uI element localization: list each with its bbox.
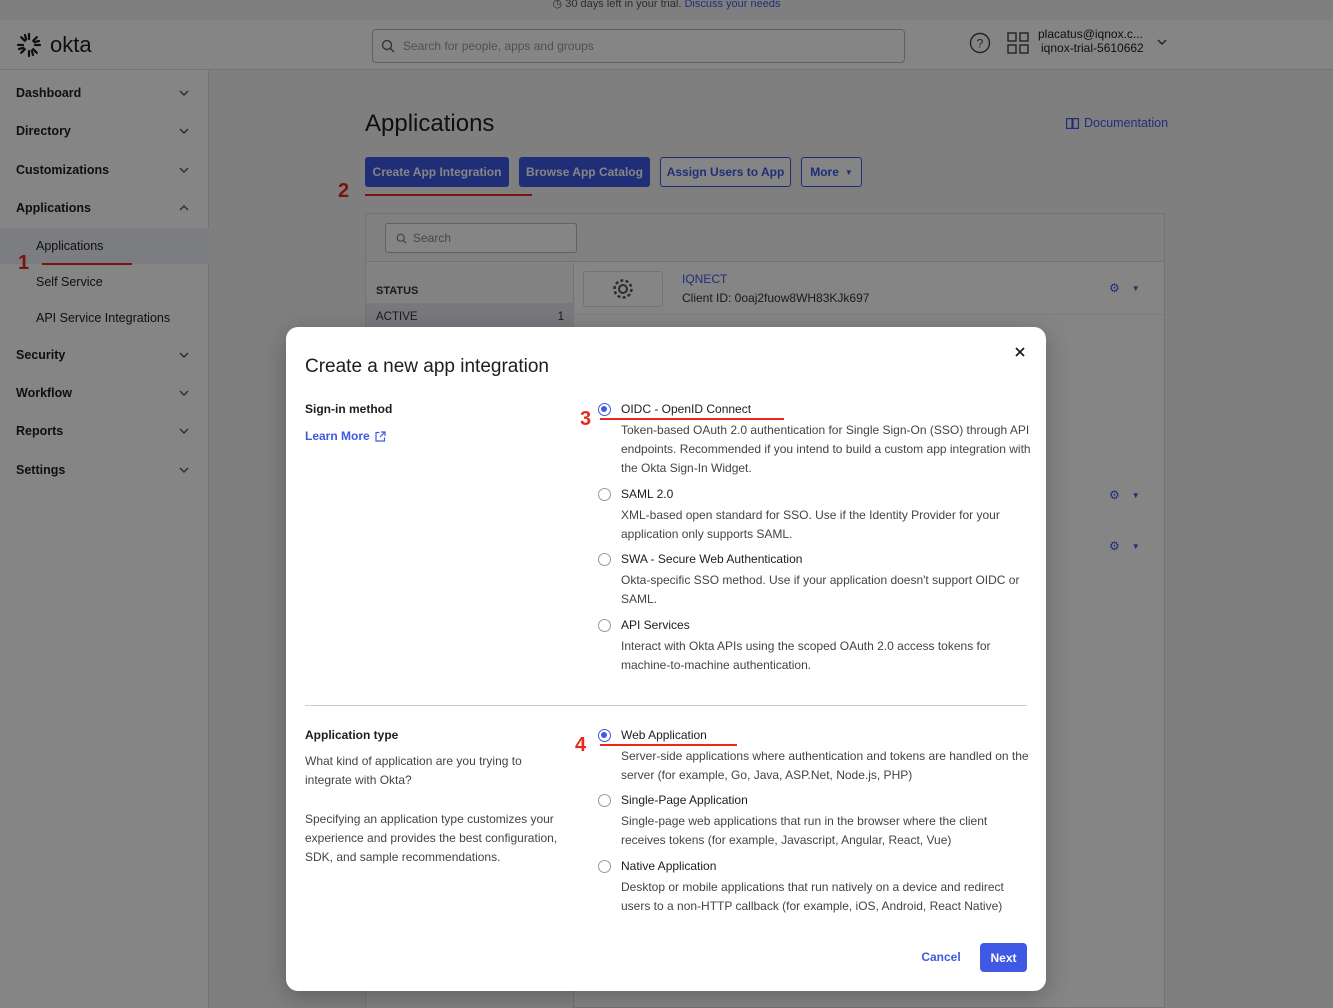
sidebar-item-label: Directory <box>16 124 71 138</box>
option-description: XML-based open standard for SSO. Use if the Identity Provider for your application only supports SAML. <box>621 508 1000 541</box>
sidebar-item-label: Reports <box>16 424 64 438</box>
external-link-icon <box>375 431 386 442</box>
search-placeholder: Search for people, apps and groups <box>403 39 594 53</box>
gear-icon: ⚙ <box>1109 281 1120 295</box>
app-search-placeholder: Search <box>413 231 452 245</box>
radio-button[interactable] <box>598 729 611 742</box>
app-client-id: Client ID: 0oaj2fuow8WH83KJk697 <box>682 291 870 305</box>
annotation-2: 2 <box>338 180 350 202</box>
application-type-help: Specifying an application type customizes your experience and provides the best configuration, SDK, and sample recommendations. <box>305 812 558 864</box>
sidebar-item-label: Workflow <box>16 386 73 400</box>
application-type-label: Application type <box>305 728 399 742</box>
signin-method-label: Sign-in method <box>305 402 393 416</box>
option-title: OIDC - OpenID Connect <box>621 402 752 416</box>
radio-button[interactable] <box>598 619 611 632</box>
annotation-3: 3 <box>580 408 592 430</box>
radio-button[interactable] <box>598 860 611 873</box>
option-description: Single-page web applications that run in the browser where the client receives tokens (for example, Javascript, Angular, React, Vue) <box>621 814 988 847</box>
caret-down-icon: ▼ <box>1131 283 1140 293</box>
org-name: iqnox-trial-5610662 <box>1041 41 1144 55</box>
option-description: Okta-specific SSO method. Use if your application doesn't support OIDC or SAML. <box>621 573 1020 606</box>
gear-icon: ⚙ <box>1109 488 1120 502</box>
radio-button[interactable] <box>598 403 611 416</box>
app-name-link[interactable]: IQNECT <box>682 272 728 286</box>
learn-more-link[interactable] <box>305 429 386 443</box>
signin-option-saml[interactable] <box>598 487 1028 541</box>
signin-option-oidc[interactable] <box>598 402 1031 475</box>
signin-option-swa[interactable] <box>598 552 1028 606</box>
status-heading: STATUS <box>376 285 419 297</box>
option-description: Token-based OAuth 2.0 authentication for Single Sign-On (SSO) through API endpoints. Recommended if you intend to build a custom app integration with the Okta Sign-In Widget. <box>621 423 1031 475</box>
radio-button[interactable] <box>598 794 611 807</box>
assign-users-button[interactable]: Assign Users to App <box>660 157 791 187</box>
sidebar-item-label: Dashboard <box>16 86 82 100</box>
more-label: More <box>810 165 839 179</box>
option-title: Native Application <box>621 859 717 873</box>
annotation-4: 4 <box>575 734 587 756</box>
trial-text: 30 days left in your trial. <box>565 0 682 10</box>
status-active-count: 1 <box>557 311 564 323</box>
sidebar-subitem-label: API Service Integrations <box>36 311 171 325</box>
option-title: SAML 2.0 <box>621 487 674 501</box>
next-button[interactable]: Next <box>980 943 1027 972</box>
option-title: API Services <box>621 618 690 632</box>
option-title: Web Application <box>621 728 707 742</box>
radio-button[interactable] <box>598 488 611 501</box>
sidebar-subitem-label: Self Service <box>36 275 103 289</box>
sidebar-item-label: Security <box>16 348 66 362</box>
caret-down-icon: ▼ <box>844 167 853 177</box>
user-email: placatus@iqnox.c... <box>1038 27 1143 41</box>
annotation-1: 1 <box>18 252 30 274</box>
status-active-label: ACTIVE <box>376 311 418 323</box>
sidebar-item-label: Settings <box>16 463 66 477</box>
trial-link[interactable]: Discuss your needs <box>684 0 781 10</box>
page-title: Applications <box>365 110 495 137</box>
clock-icon: ◷ <box>552 0 563 10</box>
option-title: SWA - Secure Web Authentication <box>621 552 803 566</box>
annotation-underline <box>600 418 784 420</box>
create-app-integration-button[interactable]: Create App Integration <box>365 157 509 187</box>
annotation-underline <box>600 744 737 746</box>
radio-button[interactable] <box>598 553 611 566</box>
svg-text:?: ? <box>976 36 984 51</box>
apptype-option-spa[interactable] <box>598 793 1028 847</box>
option-description: Desktop or mobile applications that run natively on a device and redirect users to a non-HTTP callback (for example, iOS, Android, React Native) <box>621 880 1004 913</box>
dialog-title: Create a new app integration <box>305 356 549 377</box>
signin-option-api-services[interactable] <box>598 618 1028 672</box>
section-divider <box>305 705 1027 706</box>
option-description: Server-side applications where authentication and tokens are handled on the server (for example, Go, Java, ASP.Net, Node.js, PHP) <box>621 749 1029 782</box>
learn-more-label: Learn More <box>305 429 370 443</box>
sidebar-subitem-label: Applications <box>36 239 104 253</box>
sidebar-item-label: Customizations <box>16 163 110 177</box>
documentation-label: Documentation <box>1084 116 1169 130</box>
create-app-integration-dialog <box>286 327 1046 991</box>
apptype-option-web[interactable] <box>598 728 1029 782</box>
browse-app-catalog-button[interactable]: Browse App Catalog <box>519 157 650 187</box>
caret-down-icon: ▼ <box>1131 490 1140 500</box>
apptype-option-native[interactable] <box>598 859 1028 913</box>
option-title: Single-Page Application <box>621 793 748 807</box>
caret-down-icon: ▼ <box>1131 541 1140 551</box>
application-type-description: What kind of application are you trying to integrate with Okta? <box>305 754 522 787</box>
option-description: Interact with Okta APIs using the scoped OAuth 2.0 access tokens for machine-to-machine authentication. <box>621 639 991 672</box>
gear-icon: ⚙ <box>1109 539 1120 553</box>
close-icon[interactable] <box>1013 345 1027 359</box>
sidebar-item-label: Applications <box>16 201 92 215</box>
brand-name: okta <box>50 32 92 57</box>
cancel-button[interactable]: Cancel <box>921 950 961 964</box>
